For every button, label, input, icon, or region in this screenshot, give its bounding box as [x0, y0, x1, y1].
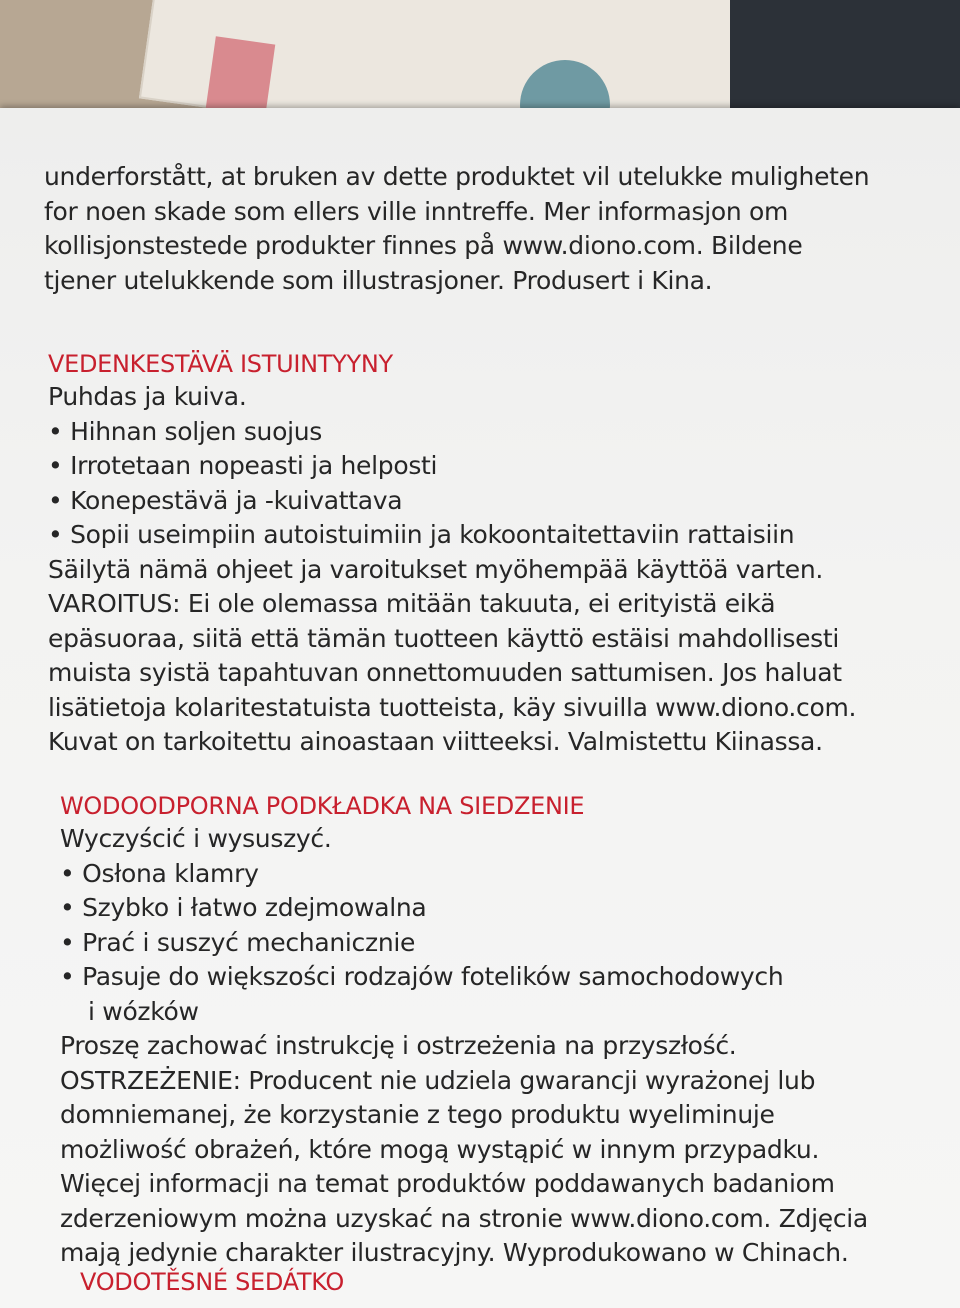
- text-line: kollisjonstestede produkter finnes på www.diono.com. Bildene: [44, 231, 803, 260]
- bullet-continuation: i wózków: [88, 996, 199, 1026]
- norwegian-section: [44, 160, 869, 298]
- bullet-item: • Sopii useimpiin autoistuimiin ja kokoontaitettaviin rattaisiin: [48, 518, 856, 553]
- text-line: for noen skade som ellers ville inntreffe. Mer informasjon om: [44, 196, 789, 226]
- text-line: VAROITUS: Ei ole olemassa mitään takuuta, ei erityistä eikä: [48, 589, 776, 618]
- text-line: Więcej informacji na temat produktów poddawanych badaniom: [60, 1169, 835, 1198]
- instruction-sheet: [0, 108, 960, 1308]
- polish-section: [60, 790, 868, 1271]
- text-line: epäsuoraa, siitä että tämän tuotteen käyttö estäisi mahdollisesti: [48, 623, 840, 653]
- text-line: domniemanej, że korzystanie z tego produktu wyeliminuje: [60, 1100, 775, 1129]
- intro-text: Puhdas ja kuiva.: [48, 382, 247, 411]
- bullet-item: • Irrotetaan nopeasti ja helposti: [48, 449, 856, 484]
- text-line: Säilytä nämä ohjeet ja varoitukset myöhempää käyttöä varten.: [48, 554, 824, 584]
- text-line: zderzeniowym można uzyskać na stronie www.diono.com. Zdjęcia: [60, 1203, 868, 1233]
- intro-text: Wyczyścić i wysuszyć.: [60, 824, 332, 853]
- finnish-section: [48, 348, 856, 760]
- section-heading: VODOTĚSNÉ SEDÁTKO: [80, 1268, 344, 1296]
- bullet-item: • Hihnan soljen suojus: [48, 415, 856, 450]
- section-heading: VEDENKESTÄVÄ ISTUINTYYNY: [48, 350, 393, 378]
- text-line: możliwość obrażeń, które mogą wystąpić w innym przypadku.: [60, 1134, 820, 1164]
- bullet-item: • Osłona klamry: [60, 857, 868, 892]
- bullet-item: • Szybko i łatwo zdejmowalna: [60, 891, 868, 926]
- text-line: tjener utelukkende som illustrasjoner. Produsert i Kina.: [44, 265, 713, 295]
- czech-section: [80, 1266, 344, 1298]
- text-line: Proszę zachować instrukcję i ostrzeżenia na przyszłość.: [60, 1031, 737, 1060]
- bullet-item: • Prać i suszyć mechanicznie: [60, 926, 868, 961]
- text-line: underforstått, at bruken av dette produktet vil utelukke muligheten: [44, 162, 870, 191]
- section-heading: WODOODPORNA PODKŁADKA NA SIEDZENIE: [60, 792, 585, 820]
- text-line: OSTRZEŻENIE: Producent nie udziela gwarancji wyrażonej lub: [60, 1065, 816, 1095]
- text-line: muista syistä tapahtuvan onnettomuuden sattumisen. Jos haluat: [48, 658, 842, 687]
- bullet-item: • Pasuje do większości rodzajów fotelików samochodowych: [60, 960, 868, 995]
- text-line: lisätietoja kolaritestatuista tuotteista, käy sivuilla www.diono.com.: [48, 692, 857, 722]
- background-dark-object: [730, 0, 960, 110]
- text-line: mają jedynie charakter ilustracyjny. Wyprodukowano w Chinach.: [60, 1238, 849, 1267]
- text-line: Kuvat on tarkoitettu ainoastaan viitteeksi. Valmistettu Kiinassa.: [48, 727, 823, 756]
- bullet-item: • Konepestävä ja -kuivattava: [48, 484, 856, 519]
